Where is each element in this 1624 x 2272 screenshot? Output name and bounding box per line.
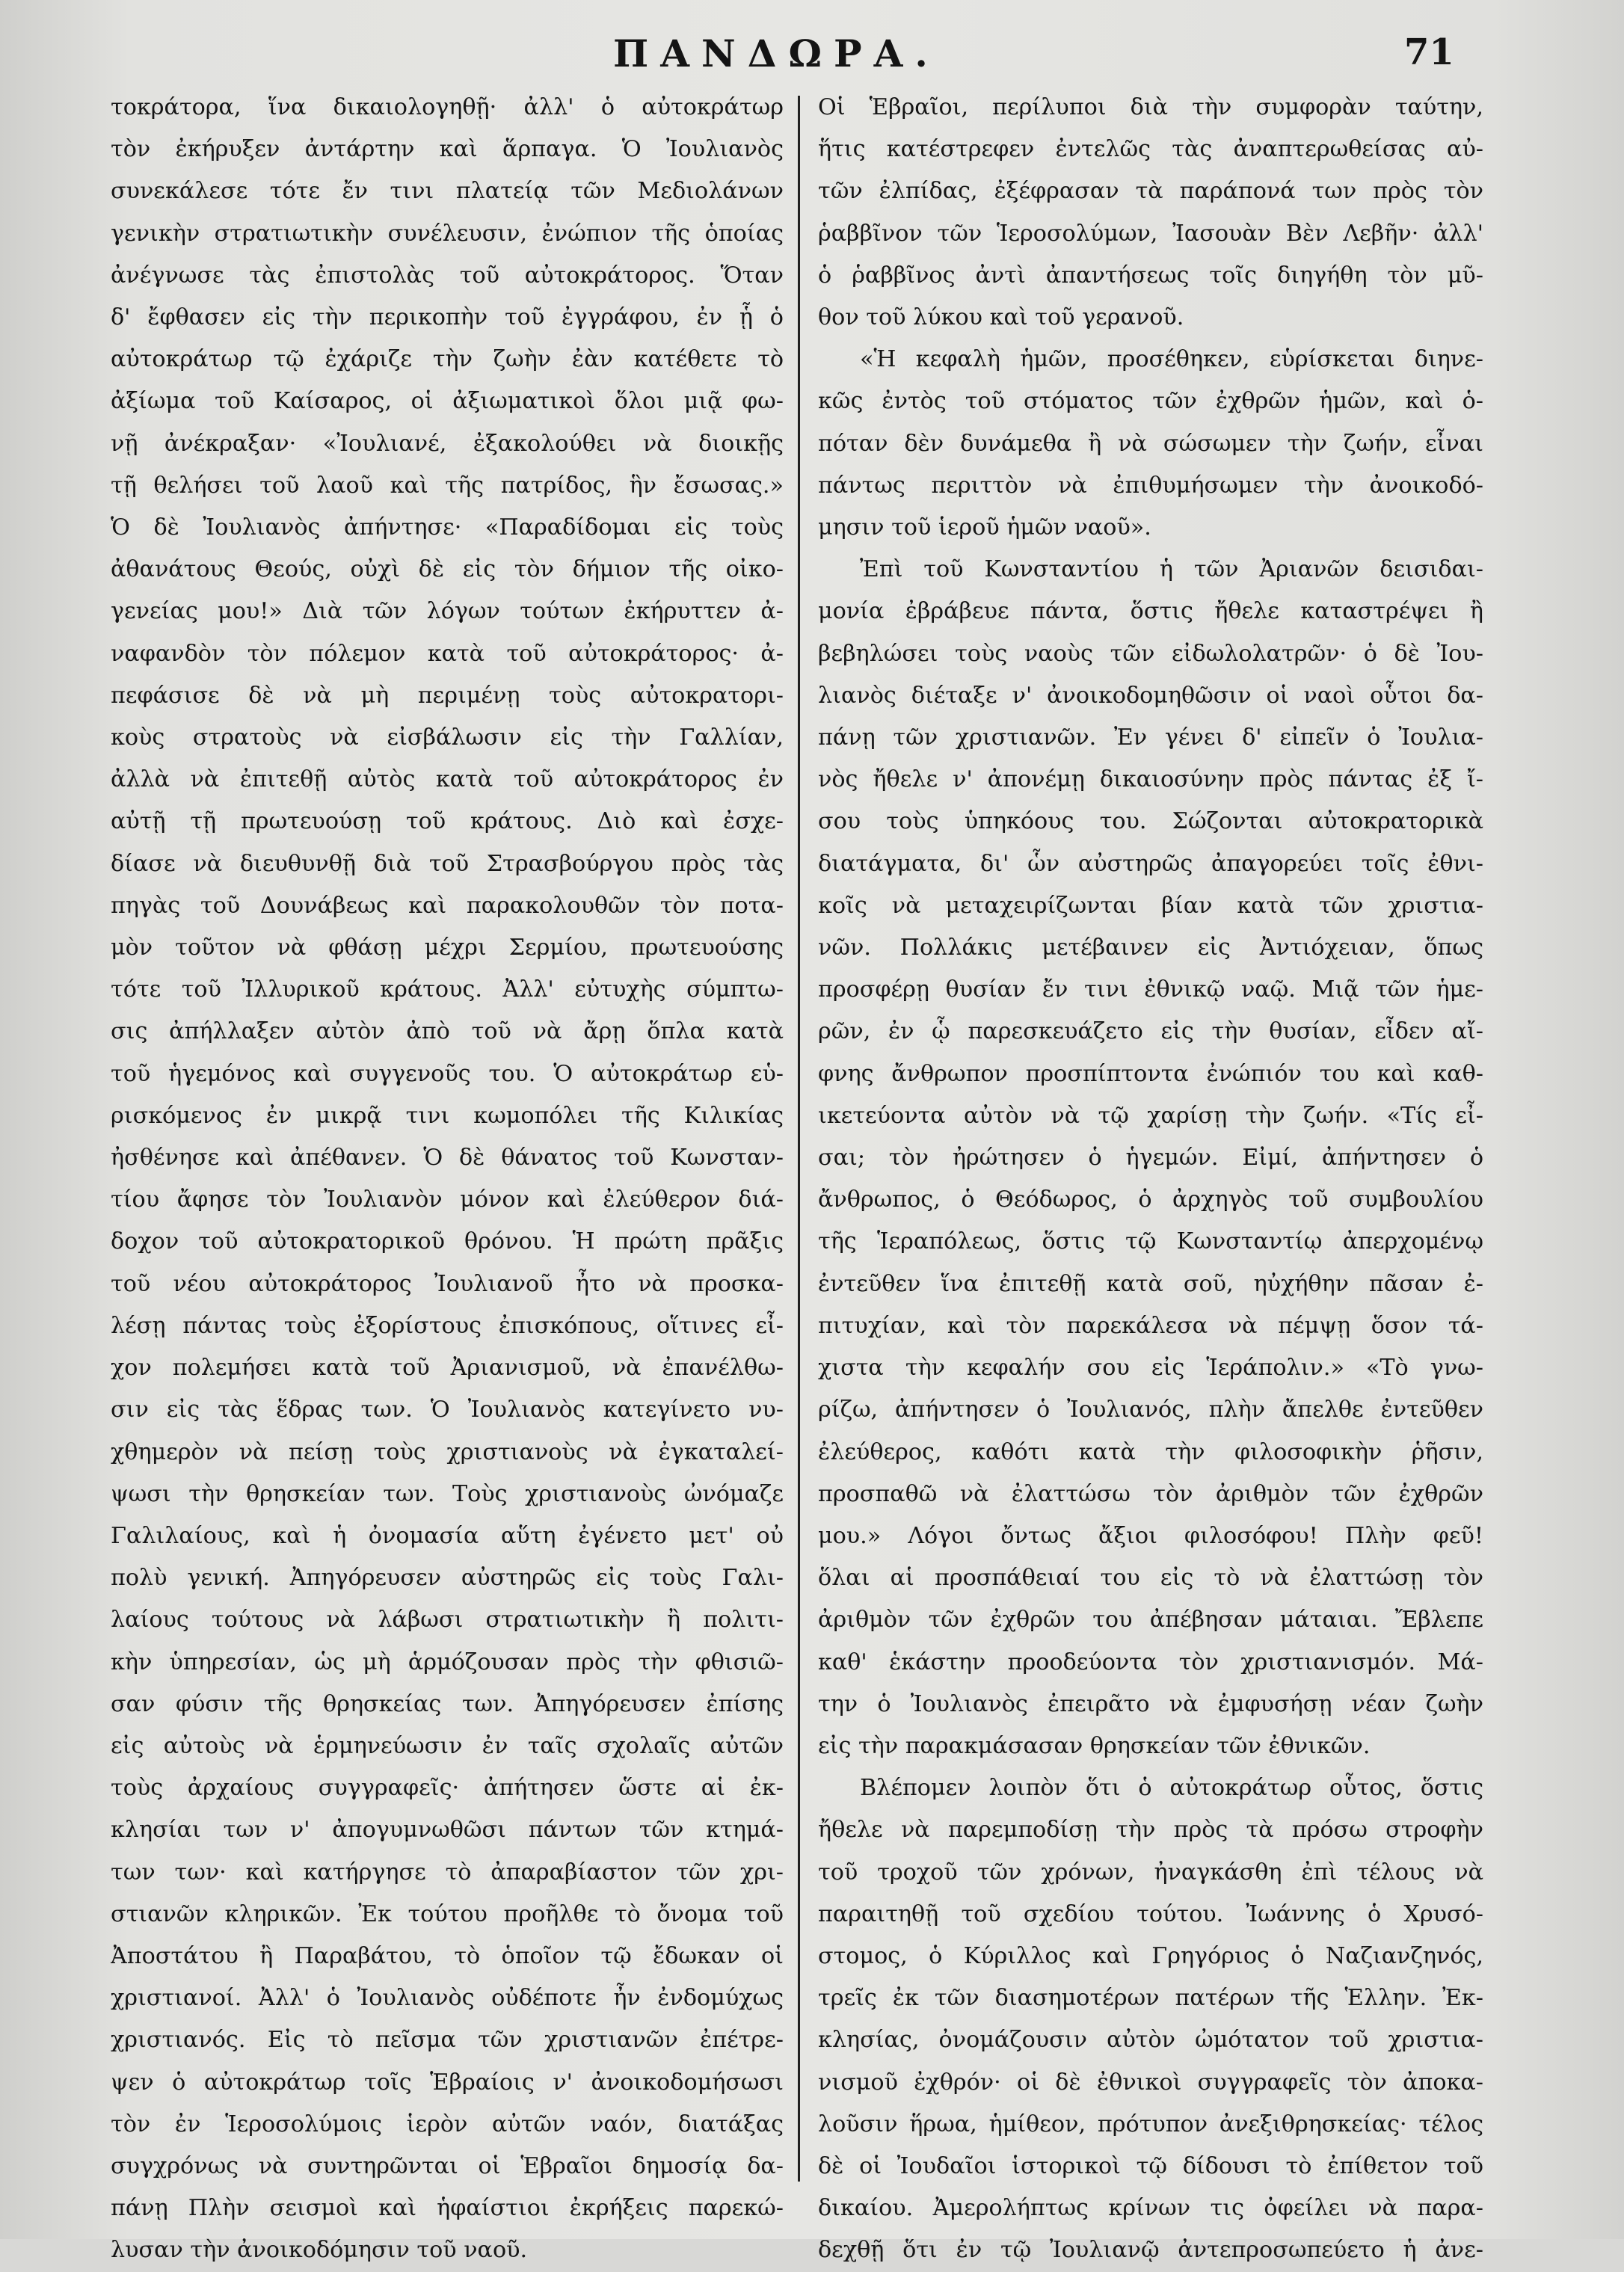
text-line: πηγὰς τοῦ Δουνάβεως καὶ παρακολουθῶν τὸν ποτα- xyxy=(111,892,784,919)
text-line: ἀξίωμα τοῦ Καίσαρος, οἱ ἀξιωματικοὶ ὅλοι μιᾷ φω- xyxy=(111,388,784,415)
text-line: σιν εἰς τὰς ἕδρας των. Ὁ Ἰουλιανὸς κατεγίνετο νυ- xyxy=(111,1397,784,1423)
text-line: προσπαθῶ νὰ ἐλαττώσω τὸν ἀριθμὸν τῶν ἐχθρῶν xyxy=(818,1480,1483,1507)
text-line: φνης ἄνθρωπον προσπίπτοντα ἐνώπιόν του καὶ καθ- xyxy=(818,1060,1483,1087)
text-line: τίου ἄφησε τὸν Ἰουλιανὸν μόνον καὶ ἐλεύθερον διά- xyxy=(111,1186,784,1213)
text-line: ρῶν, ἐν ᾧ παρεσκευάζετο εἰς τὴν θυσίαν, εἶδεν αἴ- xyxy=(818,1018,1483,1045)
text-line: δικαίου. Ἀμερολήπτως κρίνων τις ὀφείλει νὰ παρα- xyxy=(818,2195,1483,2222)
text-line: πάντως περιττὸν νὰ ἐπιθυμήσωμεν τὴν ἀνοικοδό- xyxy=(818,472,1483,499)
text-line: τρεῖς ἐκ τῶν διασημοτέρων πατέρων τῆς Ἑλλην. Ἐκ- xyxy=(818,1985,1483,2012)
text-line: τοῦ νέου αὐτοκράτορος Ἰουλιανοῦ ἦτο νὰ προσκα- xyxy=(111,1270,784,1297)
text-line: την ὁ Ἰουλιανὸς ἐπειρᾶτο νὰ ἐμφυσήσῃ νέαν ζωὴν xyxy=(818,1690,1483,1717)
text-line: τῇ θελήσει τοῦ λαοῦ καὶ τῆς πατρίδος, ἣν ἔσωσας.» xyxy=(111,472,784,499)
text-line: δεχθῇ ὅτι ἐν τῷ Ἰουλιανῷ ἀντεπροσωπεύετο ἡ ἀνε- xyxy=(818,2237,1483,2264)
text-line: τοῦ τροχοῦ τῶν χρόνων, ἠναγκάσθη ἐπὶ τέλους νὰ xyxy=(818,1859,1483,1885)
text-line: πόταν δὲν δυνάμεθα ἢ νὰ σώσωμεν τὴν ζωήν, εἶναι xyxy=(818,430,1483,457)
text-line: στομος, ὁ Κύριλλος καὶ Γρηγόριος ὁ Ναζιανζηνός, xyxy=(818,1942,1483,1969)
text-line: ἥτις κατέστρεφεν ἐντελῶς τὰς ἀναπτερωθείσας αὐ- xyxy=(818,136,1483,163)
text-line: ρίζω, ἀπήντησεν ὁ Ἰουλιανός, πλὴν ἄπελθε ἐντεῦθεν xyxy=(818,1397,1483,1423)
text-line: κοὺς στρατοὺς νὰ εἰσβάλωσιν εἰς τὴν Γαλλίαν, xyxy=(111,724,784,751)
text-line: Οἱ Ἑβραῖοι, περίλυποι διὰ τὴν συμφορὰν ταύτην, xyxy=(818,94,1483,120)
text-line: ἠσθένησε καὶ ἀπέθανεν. Ὁ δὲ θάνατος τοῦ Κωνσταν- xyxy=(111,1145,784,1172)
text-line: χριστιανοί. Ἀλλ' ὁ Ἰουλιανὸς οὐδέποτε ἦν ἐνδομύχως xyxy=(111,1985,784,2012)
text-line: πιτυχίαν, καὶ τὸν παρεκάλεσα νὰ πέμψῃ ὅσον τά- xyxy=(818,1312,1483,1339)
text-line: Βλέπομεν λοιπὸν ὅτι ὁ αὐτοκράτωρ οὗτος, ὅστις xyxy=(860,1775,1483,1802)
text-line: εἰς τὴν παρακμάσασαν θρησκείαν τῶν ἐθνικῶν. xyxy=(818,1732,1371,1759)
column-divider xyxy=(798,96,800,2182)
text-line: διατάγματα, δι' ὧν αὐστηρῶς ἀπαγορεύει τοῖς ἐθνι- xyxy=(818,850,1483,877)
text-line: Ἀποστάτου ἢ Παραβάτου, τὸ ὁποῖον τῷ ἔδωκαν οἱ xyxy=(111,1942,784,1969)
text-line: χριστιανός. Εἰς τὸ πεῖσμα τῶν χριστιανῶν ἐπέτρε- xyxy=(111,2027,784,2054)
text-line: ῥαββῖνον τῶν Ἱεροσολύμων, Ἰασουὰν Βὲν Λεβῆν· ἀλλ' xyxy=(818,220,1483,247)
text-line: ὁ ῥαββῖνος ἀντὶ ἀπαντήσεως τοῖς διηγήθη τὸν μῦ- xyxy=(818,262,1483,289)
text-line: λέσῃ πάντας τοὺς ἐξορίστους ἐπισκόπους, οἵτινες εἶ- xyxy=(111,1312,784,1339)
text-line: δίασε νὰ διευθυνθῇ διὰ τοῦ Στρασβούργου πρὸς τὰς xyxy=(111,850,784,877)
text-line: ικετεύοντα αὐτὸν νὰ τῷ χαρίσῃ τὴν ζωήν. «Τίς εἶ- xyxy=(818,1102,1483,1129)
text-line: σου τοὺς ὑπηκόους του. Σώζονται αὐτοκρατορικὰ xyxy=(818,808,1483,835)
text-line: τοῦ ἡγεμόνος καὶ συγγενοῦς του. Ὁ αὐτοκράτωρ εὑ- xyxy=(111,1060,784,1087)
text-line: μου.» Λόγοι ὄντως ἄξιοι φιλοσόφου! Πλὴν φεῦ! xyxy=(818,1522,1483,1549)
text-line: τὸν ἐν Ἱεροσολύμοις ἱερὸν αὐτῶν ναόν, διατάξας xyxy=(111,2111,784,2137)
text-line: βεβηλώσει τοὺς ναοὺς τῶν εἰδωλολατρῶν· ὁ δὲ Ἰου- xyxy=(818,640,1483,667)
text-line: κοῖς νὰ μεταχειρίζωνται βίαν κατὰ τῶν χριστια- xyxy=(818,892,1483,919)
text-line: τὸν ἐκήρυξεν ἀντάρτην καὶ ἅρπαγα. Ὁ Ἰουλιανὸς xyxy=(111,136,784,163)
text-line: χιστα τὴν κεφαλήν σου εἰς Ἱεράπολιν.» «Τὸ γνω- xyxy=(818,1355,1483,1382)
text-line: κῶς ἐντὸς τοῦ στόματος τῶν ἐχθρῶν ἡμῶν, καὶ ὁ- xyxy=(818,388,1483,415)
text-line: νῶν. Πολλάκις μετέβαινεν εἰς Ἀντιόχειαν, ὅπως xyxy=(818,935,1483,961)
text-line: Ὁ δὲ Ἰουλιανὸς ἀπήντησε· «Παραδίδομαι εἰς τοὺς xyxy=(111,514,784,541)
text-line: λαίους τούτους νὰ λάβωσι στρατιωτικὴν ἢ πολιτι- xyxy=(111,1607,784,1634)
text-line: ναφανδὸν τὸν πόλεμον κατὰ τοῦ αὐτοκράτορος· ἀ- xyxy=(111,640,784,667)
text-line: κλησίαι των ν' ἀπογυμνωθῶσι πάντων τῶν κτημά- xyxy=(111,1817,784,1844)
text-line: νῇ ἀνέκραξαν· «Ἰουλιανέ, ἐξακολούθει νὰ διοικῇς xyxy=(111,430,784,457)
text-line: λιανὸς διέταξε ν' ἀνοικοδομηθῶσιν οἱ ναοὶ οὗτοι δα- xyxy=(818,682,1483,709)
text-line: των των· καὶ κατήργησε τὸ ἀπαραβίαστον τῶν χρι- xyxy=(111,1859,784,1885)
text-line: δ' ἔφθασεν εἰς τὴν περικοπὴν τοῦ ἐγγράφου, ἐν ᾗ ὁ xyxy=(111,304,784,331)
text-line: προσφέρῃ θυσίαν ἔν τινι ἐθνικῷ ναῷ. Μιᾷ τῶν ἡμε- xyxy=(818,976,1483,1003)
text-line: καθ' ἑκάστην προοδεύοντα τὸν χριστιανισμόν. Μά- xyxy=(818,1648,1483,1675)
text-line: μὸν τοῦτον νὰ φθάσῃ μέχρι Σερμίου, πρωτευούσης xyxy=(111,935,784,961)
text-line: σις ἀπήλλαξεν αὐτὸν ἀπὸ τοῦ νὰ ἄρῃ ὅπλα κατὰ xyxy=(111,1018,784,1045)
text-line: σαν φύσιν τῆς θρησκείας των. Ἀπηγόρευσεν ἐπίσης xyxy=(111,1690,784,1717)
text-line: Ἐπὶ τοῦ Κωνσταντίου ἡ τῶν Ἀριανῶν δεισιδαι- xyxy=(860,556,1483,583)
text-line: γενικὴν στρατιωτικὴν συνέλευσιν, ἐνώπιον τῆς ὁποίας xyxy=(111,220,784,247)
text-line: τοκράτορα, ἵνα δικαιολογηθῇ· ἀλλ' ὁ αὐτοκράτωρ xyxy=(111,94,784,120)
text-line: ψωσι τὴν θρησκείαν των. Τοὺς χριστιανοὺς ὠνόμαζε xyxy=(111,1480,784,1507)
text-line: νισμοῦ ἐχθρόν· οἱ δὲ ἐθνικοὶ συγγραφεῖς τὸν ἀποκα- xyxy=(818,2069,1483,2096)
text-line: ἀριθμὸν τῶν ἐχθρῶν του ἀπέβησαν μάταιαι. Ἔβλεπε xyxy=(818,1607,1483,1634)
text-line: ἀλλὰ νὰ ἐπιτεθῇ αὐτὸς κατὰ τοῦ αὐτοκράτορος ἐν xyxy=(111,766,784,793)
text-line: δοχον τοῦ αὐτοκρατορικοῦ θρόνου. Ἡ πρώτη πρᾶξις xyxy=(111,1228,784,1255)
text-line: γενείας μου!» Διὰ τῶν λόγων τούτων ἐκήρυττεν ἀ- xyxy=(111,598,784,625)
text-line: πεφάσισε δὲ νὰ μὴ περιμένῃ τοὺς αὐτοκρατορι- xyxy=(111,682,784,709)
text-line: ἐλεύθερος, καθότι κατὰ τὴν φιλοσοφικὴν ῥῆσιν, xyxy=(818,1438,1483,1465)
text-line: ψεν ὁ αὐτοκράτωρ τοῖς Ἑβραίοις ν' ἀνοικοδομήσωσι xyxy=(111,2069,784,2096)
text-line: λυσαν τὴν ἀνοικοδόμησιν τοῦ ναοῦ. xyxy=(111,2237,528,2264)
right-column xyxy=(818,87,1483,2272)
text-line: τότε τοῦ Ἰλλυρικοῦ κράτους. Ἀλλ' εὐτυχὴς σύμπτω- xyxy=(111,976,784,1003)
page-number: 71 xyxy=(1404,31,1454,73)
text-line: χθημερὸν νὰ πείσῃ τοὺς χριστιανοὺς νὰ ἐγκαταλεί- xyxy=(111,1438,784,1465)
text-line: κλησίας, ὀνομάζουσιν αὐτὸν ὠμότατον τοῦ χριστια- xyxy=(818,2027,1483,2054)
left-column xyxy=(111,87,784,2272)
text-line: θον τοῦ λύκου καὶ τοῦ γερανοῦ. xyxy=(818,304,1184,331)
text-line: τῶν ἐλπίδας, ἐξέφρασαν τὰ παράπονά των πρὸς τὸν xyxy=(818,178,1483,205)
text-line: συγχρόνως νὰ συντηρῶνται οἱ Ἑβραῖοι δημοσίᾳ δα- xyxy=(111,2152,784,2179)
text-line: ρισκόμενος ἐν μικρᾷ τινι κωμοπόλει τῆς Κιλικίας xyxy=(111,1102,784,1129)
text-line: ὅλαι αἱ προσπάθειαί του εἰς τὸ νὰ ἐλαττώσῃ τὸν xyxy=(818,1565,1483,1592)
running-head xyxy=(0,31,1624,84)
journal-title: ΠΑΝΔΩΡΑ. xyxy=(613,31,940,76)
text-line: παραιτηθῇ τοῦ σχεδίου τούτου. Ἰωάννης ὁ Χρυσό- xyxy=(818,1900,1483,1927)
text-line: κὴν ὑπηρεσίαν, ὡς μὴ ἁρμόζουσαν πρὸς τὴν φθισιῶ- xyxy=(111,1648,784,1675)
text-line: ἐντεῦθεν ἵνα ἐπιτεθῇ κατὰ σοῦ, ηὐχήθην πᾶσαν ἐ- xyxy=(818,1270,1483,1297)
text-line: πάνῃ τῶν χριστιανῶν. Ἐν γένει δ' εἰπεῖν ὁ Ἰουλια- xyxy=(818,724,1483,751)
text-line: «Ἡ κεφαλὴ ἡμῶν, προσέθηκεν, εὑρίσκεται διηνε- xyxy=(860,346,1483,373)
text-line: δὲ οἱ Ἰουδαῖοι ἱστορικοὶ τῷ δίδουσι τὸ ἐπίθετον τοῦ xyxy=(818,2152,1483,2179)
text-line: πολὺ γενική. Ἀπηγόρευσεν αὐστηρῶς εἰς τοὺς Γαλι- xyxy=(111,1565,784,1592)
text-line: αὐτοκράτωρ τῷ ἐχάριζε τὴν ζωὴν ἐὰν κατέθετε τὸ xyxy=(111,346,784,373)
text-line: σαι; τὸν ἠρώτησεν ὁ ἡγεμών. Εἰμί, ἀπήντησεν ὁ xyxy=(818,1145,1483,1172)
text-line: ἀθανάτους Θεούς, οὐχὶ δὲ εἰς τὸν δήμιον τῆς οἰκο- xyxy=(111,556,784,583)
text-line: ἄνθρωπος, ὁ Θεόδωρος, ὁ ἀρχηγὸς τοῦ συμβουλίου xyxy=(818,1186,1483,1213)
text-line: τοὺς ἀρχαίους συγγραφεῖς· ἀπήτησεν ὥστε αἱ ἐκ- xyxy=(111,1775,784,1802)
text-line: χον πολεμήσει κατὰ τοῦ Ἀριανισμοῦ, νὰ ἐπανέλθω- xyxy=(111,1355,784,1382)
text-line: εἰς αὐτοὺς νὰ ἑρμηνεύωσιν ἐν ταῖς σχολαῖς αὐτῶν xyxy=(111,1732,784,1759)
text-line: συνεκάλεσε τότε ἔν τινι πλατείᾳ τῶν Μεδιολάνων xyxy=(111,178,784,205)
text-line: τῆς Ἱεραπόλεως, ὅστις τῷ Κωνσταντίῳ ἀπερχομένῳ xyxy=(818,1228,1483,1255)
text-line: στιανῶν κληρικῶν. Ἐκ τούτου προῆλθε τὸ ὄνομα τοῦ xyxy=(111,1900,784,1927)
text-line: πάνῃ Πλὴν σεισμοὶ καὶ ἡφαίστιοι ἐκρήξεις παρεκώ- xyxy=(111,2195,784,2222)
text-line: λοῦσιν ἥρωα, ἡμίθεον, πρότυπον ἀνεξιθρησκείας· τέλος xyxy=(818,2111,1483,2137)
text-line: μησιν τοῦ ἱεροῦ ἡμῶν ναοῦ». xyxy=(818,514,1151,541)
text-line: ἤθελε νὰ παρεμποδίσῃ τὴν πρὸς τὰ πρόσω στροφὴν xyxy=(818,1817,1483,1844)
text-line: αὐτῇ τῇ πρωτευούσῃ τοῦ κράτους. Διὸ καὶ ἐσχε- xyxy=(111,808,784,835)
text-line: μονία ἐβράβευε πάντα, ὅστις ἤθελε καταστρέψει ἢ xyxy=(818,598,1483,625)
text-line: νὸς ἤθελε ν' ἀπονέμῃ δικαιοσύνην πρὸς πάντας ἐξ ἴ- xyxy=(818,766,1483,793)
text-line: Γαλιλαίους, καὶ ἡ ὀνομασία αὕτη ἐγένετο μετ' οὐ xyxy=(111,1522,784,1549)
text-line: ἀνέγνωσε τὰς ἐπιστολὰς τοῦ αὐτοκράτορος. Ὅταν xyxy=(111,262,784,289)
